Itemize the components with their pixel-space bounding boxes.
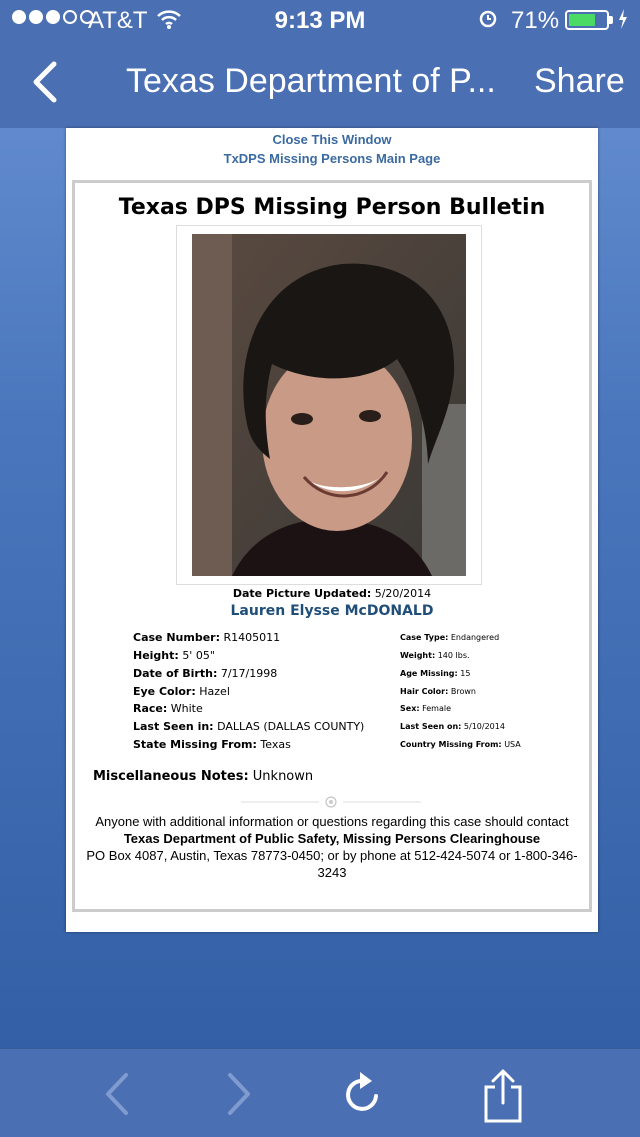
- detail-row: [400, 651, 470, 660]
- charging-bolt-icon: [617, 7, 629, 37]
- detail-row: [400, 722, 505, 731]
- battery-percent: 71%: [511, 7, 560, 34]
- battery-icon: [565, 10, 609, 30]
- missing-person-photo: [192, 234, 466, 576]
- detail-row: [133, 702, 203, 715]
- battery-level-fill: [569, 14, 595, 26]
- detail-label: Country Missing From:: [400, 740, 502, 749]
- detail-label: Height:: [133, 649, 179, 662]
- detail-label: Eye Color:: [133, 685, 196, 698]
- detail-label: Age Missing:: [400, 669, 458, 678]
- detail-label: Hair Color:: [400, 687, 449, 696]
- photo-frame: [176, 225, 482, 585]
- detail-row: [133, 685, 230, 698]
- detail-row: [400, 669, 470, 678]
- chevron-left-icon: [94, 1069, 144, 1119]
- detail-label: Last Seen in:: [133, 720, 214, 733]
- detail-label: Last Seen on:: [400, 722, 462, 731]
- detail-value: DALLAS (DALLAS COUNTY): [217, 720, 365, 733]
- detail-row: [133, 667, 277, 680]
- page-title: Texas Department of P...: [126, 62, 496, 100]
- share-button[interactable]: Share: [534, 62, 625, 100]
- contact-info: [83, 813, 581, 881]
- ornament-divider-icon: [241, 795, 421, 809]
- detail-row: [400, 687, 476, 696]
- back-button[interactable]: [26, 60, 74, 108]
- detail-value: Endangered: [450, 633, 500, 642]
- detail-label: Sex:: [400, 704, 420, 713]
- forward-nav-button[interactable]: [212, 1069, 262, 1119]
- close-window-link[interactable]: Close This Window: [272, 132, 392, 147]
- alarm-icon: [478, 8, 498, 34]
- detail-row: [400, 704, 451, 713]
- date-updated-value: 5/20/2014: [374, 587, 432, 600]
- detail-row: [133, 738, 291, 751]
- contact-org: Texas Department of Public Safety, Missing Persons Clearinghouse: [123, 831, 541, 846]
- detail-value: 5/10/2014: [463, 722, 505, 731]
- web-page: [66, 128, 598, 932]
- detail-row: [133, 720, 364, 733]
- clock: 9:13 PM: [274, 7, 366, 34]
- detail-row: [133, 649, 215, 662]
- detail-label: Weight:: [400, 651, 436, 660]
- detail-value: Brown: [450, 687, 476, 696]
- contact-intro: Anyone with additional information or questions regarding this case should contact: [95, 814, 569, 829]
- detail-label: Date of Birth:: [133, 667, 218, 680]
- detail-row: [400, 633, 499, 642]
- date-updated-label: Date Picture Updated:: [232, 587, 372, 600]
- detail-value: 7/17/1998: [220, 667, 278, 680]
- detail-row: [133, 631, 280, 644]
- detail-row: [400, 740, 521, 749]
- contact-address: PO Box 4087, Austin, Texas 78773-0450; or by phone at 512-424-5074 or 1-800-346-3243: [86, 848, 578, 880]
- detail-label: Race:: [133, 702, 168, 715]
- detail-value: 5' 05": [182, 649, 215, 662]
- chevron-left-icon: [26, 60, 74, 108]
- chevron-right-icon: [212, 1069, 262, 1119]
- reload-icon: [338, 1069, 388, 1119]
- detail-label: Case Number:: [133, 631, 220, 644]
- detail-value: White: [170, 702, 203, 715]
- detail-value: USA: [504, 740, 521, 749]
- misc-notes-value: Unknown: [252, 769, 314, 784]
- detail-value: 140 lbs.: [437, 651, 470, 660]
- detail-value: R1405011: [223, 631, 281, 644]
- battery-tip: [609, 16, 613, 24]
- person-name: Lauren Elysse McDONALD: [230, 603, 434, 619]
- detail-value: Female: [422, 704, 452, 713]
- back-nav-button[interactable]: [94, 1069, 144, 1119]
- detail-label: Case Type:: [400, 633, 449, 642]
- date-picture-updated: [75, 587, 589, 600]
- bulletin-title: Texas DPS Missing Person Bulletin: [118, 195, 546, 220]
- bulletin-box: [72, 180, 592, 912]
- browser-header: [0, 0, 640, 128]
- status-bar: [0, 0, 640, 40]
- share-icon: [478, 1069, 528, 1125]
- reload-button[interactable]: [338, 1069, 388, 1119]
- browser-toolbar: [0, 1048, 640, 1137]
- main-page-link[interactable]: TxDPS Missing Persons Main Page: [223, 151, 441, 166]
- carrier-label: AT&T: [88, 7, 148, 34]
- detail-value: 15: [460, 669, 471, 678]
- detail-value: Texas: [260, 738, 291, 751]
- misc-notes-label: Miscellaneous Notes:: [93, 769, 249, 784]
- detail-label: State Missing From:: [133, 738, 257, 751]
- share-toolbar-button[interactable]: [478, 1069, 528, 1119]
- misc-notes: [93, 769, 313, 784]
- detail-value: Hazel: [199, 685, 230, 698]
